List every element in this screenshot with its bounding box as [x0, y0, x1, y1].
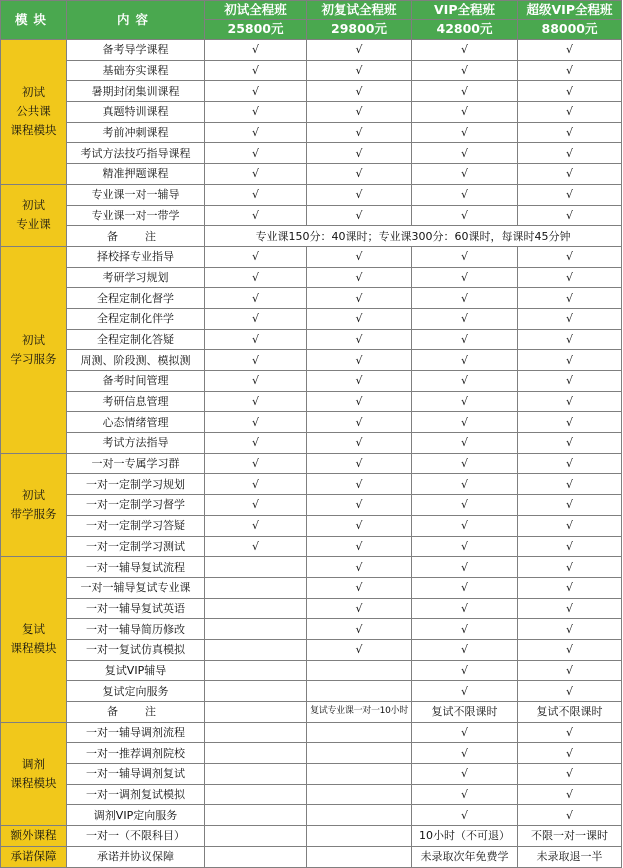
- module-cell: 初试 专业课: [1, 184, 67, 246]
- check-mark-cell: √: [412, 102, 518, 123]
- check-mark-cell: √: [412, 246, 518, 267]
- table-row: [1, 164, 622, 185]
- check-mark-cell: √: [205, 433, 307, 454]
- check-mark-cell: √: [307, 329, 412, 350]
- table-row: [1, 805, 622, 826]
- content-item-cell: 全程定制化督学: [67, 288, 205, 309]
- check-mark-cell: √: [412, 639, 518, 660]
- check-mark-cell: √: [412, 143, 518, 164]
- content-item-cell: 专业课一对一辅导: [67, 184, 205, 205]
- content-item-cell: 一对一推荐调剂院校: [67, 743, 205, 764]
- check-mark-cell: √: [205, 391, 307, 412]
- check-mark-cell: √: [205, 412, 307, 433]
- content-item-cell: 一对一辅导复试英语: [67, 598, 205, 619]
- check-mark-cell: √: [205, 122, 307, 143]
- check-mark-cell: √: [412, 598, 518, 619]
- plan-value-cell: 复试不限课时: [518, 702, 622, 723]
- check-mark-cell: √: [412, 81, 518, 102]
- module-cell: 初试 公共课 课程模块: [1, 40, 67, 185]
- table-row: [1, 557, 622, 578]
- plan-value-cell: 复试不限课时: [412, 702, 518, 723]
- check-mark-cell: √: [307, 246, 412, 267]
- content-item-cell: 基础夯实课程: [67, 60, 205, 81]
- check-mark-cell: √: [412, 288, 518, 309]
- check-mark-cell: √: [307, 122, 412, 143]
- table-body: [1, 40, 622, 868]
- check-mark-cell: √: [518, 743, 622, 764]
- table-row: [1, 433, 622, 454]
- check-mark-cell: √: [307, 474, 412, 495]
- plan-price-header: 29800元: [307, 20, 412, 40]
- check-mark-cell: √: [518, 639, 622, 660]
- check-mark-cell: √: [518, 474, 622, 495]
- content-item-cell: 一对一复试仿真模拟: [67, 639, 205, 660]
- empty-cell: [205, 826, 307, 847]
- table-row: [1, 639, 622, 660]
- check-mark-cell: √: [307, 515, 412, 536]
- check-mark-cell: √: [412, 412, 518, 433]
- check-mark-cell: √: [205, 288, 307, 309]
- module-cell: 承诺保障: [1, 846, 67, 867]
- empty-cell: [307, 805, 412, 826]
- table-row: [1, 143, 622, 164]
- table-row: [1, 288, 622, 309]
- table-row: [1, 495, 622, 516]
- check-mark-cell: √: [307, 371, 412, 392]
- check-mark-cell: √: [205, 102, 307, 123]
- table-row: [1, 81, 622, 102]
- check-mark-cell: √: [412, 660, 518, 681]
- table-row: [1, 350, 622, 371]
- table-row: [1, 619, 622, 640]
- check-mark-cell: √: [412, 60, 518, 81]
- empty-cell: [307, 784, 412, 805]
- check-mark-cell: √: [412, 433, 518, 454]
- check-mark-cell: √: [205, 60, 307, 81]
- check-mark-cell: √: [518, 412, 622, 433]
- empty-cell: [205, 764, 307, 785]
- table-row: [1, 660, 622, 681]
- plan-name-header: 初复试全程班: [307, 1, 412, 20]
- empty-cell: [307, 743, 412, 764]
- empty-cell: [205, 619, 307, 640]
- check-mark-cell: √: [518, 184, 622, 205]
- plan-value-cell: 未录取次年免费学: [412, 846, 518, 867]
- check-mark-cell: √: [518, 81, 622, 102]
- content-item-cell: 备考导学课程: [67, 40, 205, 61]
- plan-price-header: 25800元: [205, 20, 307, 40]
- content-item-cell: 一对一定制学习督学: [67, 495, 205, 516]
- table-row: [1, 391, 622, 412]
- check-mark-cell: √: [518, 40, 622, 61]
- content-item-cell: 一对一定制学习规划: [67, 474, 205, 495]
- check-mark-cell: √: [518, 681, 622, 702]
- empty-cell: [307, 660, 412, 681]
- check-mark-cell: √: [518, 433, 622, 454]
- table-row: [1, 329, 622, 350]
- table-row: [1, 536, 622, 557]
- content-item-cell: 考试方法指导: [67, 433, 205, 454]
- check-mark-cell: √: [205, 184, 307, 205]
- check-mark-cell: √: [205, 495, 307, 516]
- check-mark-cell: √: [518, 784, 622, 805]
- table-row: [1, 474, 622, 495]
- table-header: [1, 1, 622, 40]
- check-mark-cell: √: [307, 143, 412, 164]
- check-mark-cell: √: [518, 143, 622, 164]
- check-mark-cell: √: [205, 143, 307, 164]
- empty-cell: [205, 577, 307, 598]
- plan-value-cell: 未录取退一半: [518, 846, 622, 867]
- check-mark-cell: √: [205, 474, 307, 495]
- check-mark-cell: √: [518, 536, 622, 557]
- check-mark-cell: √: [205, 164, 307, 185]
- check-mark-cell: √: [205, 205, 307, 226]
- check-mark-cell: √: [518, 350, 622, 371]
- table-row: [1, 743, 622, 764]
- check-mark-cell: √: [205, 246, 307, 267]
- module-cell: 初试 学习服务: [1, 246, 67, 453]
- table-row: [1, 681, 622, 702]
- check-mark-cell: √: [412, 764, 518, 785]
- content-item-cell: 全程定制化伴学: [67, 308, 205, 329]
- content-item-cell: 考研信息管理: [67, 391, 205, 412]
- table-row: [1, 702, 622, 723]
- empty-cell: [205, 702, 307, 723]
- empty-cell: [205, 598, 307, 619]
- content-item-cell: 精准押题课程: [67, 164, 205, 185]
- check-mark-cell: √: [412, 267, 518, 288]
- module-cell: 复试 课程模块: [1, 557, 67, 723]
- check-mark-cell: √: [412, 308, 518, 329]
- check-mark-cell: √: [205, 267, 307, 288]
- check-mark-cell: √: [518, 598, 622, 619]
- check-mark-cell: √: [307, 288, 412, 309]
- content-item-cell: 备考时间管理: [67, 371, 205, 392]
- check-mark-cell: √: [307, 536, 412, 557]
- check-mark-cell: √: [205, 308, 307, 329]
- empty-cell: [307, 681, 412, 702]
- table-row: [1, 515, 622, 536]
- empty-cell: [205, 557, 307, 578]
- check-mark-cell: √: [307, 102, 412, 123]
- content-item-cell: 复试定向服务: [67, 681, 205, 702]
- table-row: [1, 577, 622, 598]
- content-item-cell: 全程定制化答疑: [67, 329, 205, 350]
- check-mark-cell: √: [412, 371, 518, 392]
- empty-cell: [205, 743, 307, 764]
- check-mark-cell: √: [412, 122, 518, 143]
- check-mark-cell: √: [518, 164, 622, 185]
- check-mark-cell: √: [307, 433, 412, 454]
- check-mark-cell: √: [412, 805, 518, 826]
- check-mark-cell: √: [518, 805, 622, 826]
- plan-price-header: 42800元: [412, 20, 518, 40]
- table-row: [1, 184, 622, 205]
- check-mark-cell: √: [412, 557, 518, 578]
- check-mark-cell: √: [205, 371, 307, 392]
- content-item-cell: 一对一辅导调剂流程: [67, 722, 205, 743]
- check-mark-cell: √: [412, 577, 518, 598]
- check-mark-cell: √: [518, 619, 622, 640]
- check-mark-cell: √: [518, 267, 622, 288]
- check-mark-cell: √: [518, 495, 622, 516]
- check-mark-cell: √: [307, 164, 412, 185]
- plan-name-header: VIP全程班: [412, 1, 518, 20]
- check-mark-cell: √: [205, 40, 307, 61]
- plan-name-header: 超级VIP全程班: [518, 1, 622, 20]
- check-mark-cell: √: [412, 681, 518, 702]
- check-mark-cell: √: [307, 184, 412, 205]
- content-item-cell: 一对一定制学习测试: [67, 536, 205, 557]
- check-mark-cell: √: [412, 515, 518, 536]
- table-row: [1, 246, 622, 267]
- table-row: [1, 267, 622, 288]
- check-mark-cell: √: [412, 619, 518, 640]
- note-cell: 专业课150分：40课时；专业课300分：60课时，每课时45分钟: [205, 226, 622, 247]
- plan-value-cell: 10小时（不可退）: [412, 826, 518, 847]
- check-mark-cell: √: [307, 577, 412, 598]
- content-item-cell: 一对一辅导复试专业课: [67, 577, 205, 598]
- empty-cell: [307, 826, 412, 847]
- check-mark-cell: √: [205, 81, 307, 102]
- content-item-cell: 备 注: [67, 226, 205, 247]
- table-row: [1, 412, 622, 433]
- content-item-cell: 专业课一对一带学: [67, 205, 205, 226]
- table-row: [1, 784, 622, 805]
- empty-cell: [205, 722, 307, 743]
- content-item-cell: 心态情绪管理: [67, 412, 205, 433]
- module-cell: 额外课程: [1, 826, 67, 847]
- content-column-header: 内容: [67, 1, 205, 40]
- check-mark-cell: √: [307, 598, 412, 619]
- check-mark-cell: √: [412, 40, 518, 61]
- check-mark-cell: √: [518, 102, 622, 123]
- module-column-header: 模块: [1, 1, 67, 40]
- content-item-cell: 一对一（不限科目）: [67, 826, 205, 847]
- content-item-cell: 承诺并协议保障: [67, 846, 205, 867]
- table-row: [1, 122, 622, 143]
- content-item-cell: 考试方法技巧指导课程: [67, 143, 205, 164]
- content-item-cell: 一对一调剂复试模拟: [67, 784, 205, 805]
- table-row: [1, 102, 622, 123]
- plan-name-header: 初试全程班: [205, 1, 307, 20]
- check-mark-cell: √: [412, 784, 518, 805]
- empty-cell: [205, 805, 307, 826]
- check-mark-cell: √: [518, 391, 622, 412]
- check-mark-cell: √: [307, 40, 412, 61]
- check-mark-cell: √: [518, 288, 622, 309]
- table-row: [1, 40, 622, 61]
- content-item-cell: 一对一辅导简历修改: [67, 619, 205, 640]
- table-row: [1, 722, 622, 743]
- table-row: [1, 826, 622, 847]
- check-mark-cell: √: [205, 329, 307, 350]
- check-mark-cell: √: [518, 557, 622, 578]
- content-item-cell: 一对一辅导复试流程: [67, 557, 205, 578]
- check-mark-cell: √: [412, 536, 518, 557]
- content-item-cell: 一对一定制学习答疑: [67, 515, 205, 536]
- content-item-cell: 考研学习规划: [67, 267, 205, 288]
- plan-price-header: 88000元: [518, 20, 622, 40]
- content-item-cell: 复试VIP辅导: [67, 660, 205, 681]
- check-mark-cell: √: [205, 536, 307, 557]
- check-mark-cell: √: [518, 246, 622, 267]
- empty-cell: [205, 681, 307, 702]
- module-cell: 初试 带学服务: [1, 453, 67, 556]
- check-mark-cell: √: [518, 329, 622, 350]
- check-mark-cell: √: [307, 495, 412, 516]
- check-mark-cell: √: [412, 495, 518, 516]
- check-mark-cell: √: [518, 205, 622, 226]
- check-mark-cell: √: [205, 453, 307, 474]
- empty-cell: [307, 722, 412, 743]
- table-row: [1, 453, 622, 474]
- check-mark-cell: √: [412, 329, 518, 350]
- check-mark-cell: √: [518, 453, 622, 474]
- check-mark-cell: √: [518, 122, 622, 143]
- table-row: [1, 598, 622, 619]
- check-mark-cell: √: [412, 743, 518, 764]
- check-mark-cell: √: [518, 60, 622, 81]
- check-mark-cell: √: [307, 205, 412, 226]
- content-item-cell: 暑期封闭集训课程: [67, 81, 205, 102]
- check-mark-cell: √: [518, 577, 622, 598]
- table-row: [1, 764, 622, 785]
- content-item-cell: 考前冲刺课程: [67, 122, 205, 143]
- check-mark-cell: √: [307, 308, 412, 329]
- check-mark-cell: √: [518, 722, 622, 743]
- check-mark-cell: √: [412, 391, 518, 412]
- content-item-cell: 调剂VIP定向服务: [67, 805, 205, 826]
- check-mark-cell: √: [518, 660, 622, 681]
- content-item-cell: 一对一辅导调剂复试: [67, 764, 205, 785]
- plan-value-cell: 复试专业课一对一10小时: [307, 702, 412, 723]
- check-mark-cell: √: [412, 164, 518, 185]
- check-mark-cell: √: [307, 412, 412, 433]
- content-item-cell: 一对一专属学习群: [67, 453, 205, 474]
- check-mark-cell: √: [518, 308, 622, 329]
- check-mark-cell: √: [518, 371, 622, 392]
- table-row: [1, 205, 622, 226]
- check-mark-cell: √: [412, 184, 518, 205]
- table-row: [1, 226, 622, 247]
- check-mark-cell: √: [205, 515, 307, 536]
- content-item-cell: 备 注: [67, 702, 205, 723]
- check-mark-cell: √: [307, 267, 412, 288]
- check-mark-cell: √: [412, 205, 518, 226]
- check-mark-cell: √: [518, 764, 622, 785]
- table-row: [1, 371, 622, 392]
- content-item-cell: 真题特训课程: [67, 102, 205, 123]
- check-mark-cell: √: [412, 350, 518, 371]
- table-row: [1, 308, 622, 329]
- empty-cell: [205, 660, 307, 681]
- empty-cell: [307, 764, 412, 785]
- check-mark-cell: √: [412, 453, 518, 474]
- check-mark-cell: √: [518, 515, 622, 536]
- check-mark-cell: √: [307, 453, 412, 474]
- check-mark-cell: √: [307, 391, 412, 412]
- check-mark-cell: √: [205, 350, 307, 371]
- check-mark-cell: √: [307, 639, 412, 660]
- check-mark-cell: √: [307, 557, 412, 578]
- plan-value-cell: 不限一对一课时: [518, 826, 622, 847]
- empty-cell: [205, 639, 307, 660]
- check-mark-cell: √: [412, 722, 518, 743]
- content-item-cell: 择校择专业指导: [67, 246, 205, 267]
- check-mark-cell: √: [307, 619, 412, 640]
- check-mark-cell: √: [307, 60, 412, 81]
- check-mark-cell: √: [307, 350, 412, 371]
- check-mark-cell: √: [307, 81, 412, 102]
- module-cell: 调剂 课程模块: [1, 722, 67, 825]
- table-row: [1, 60, 622, 81]
- check-mark-cell: √: [412, 474, 518, 495]
- content-item-cell: 周测、阶段测、模拟测: [67, 350, 205, 371]
- empty-cell: [205, 784, 307, 805]
